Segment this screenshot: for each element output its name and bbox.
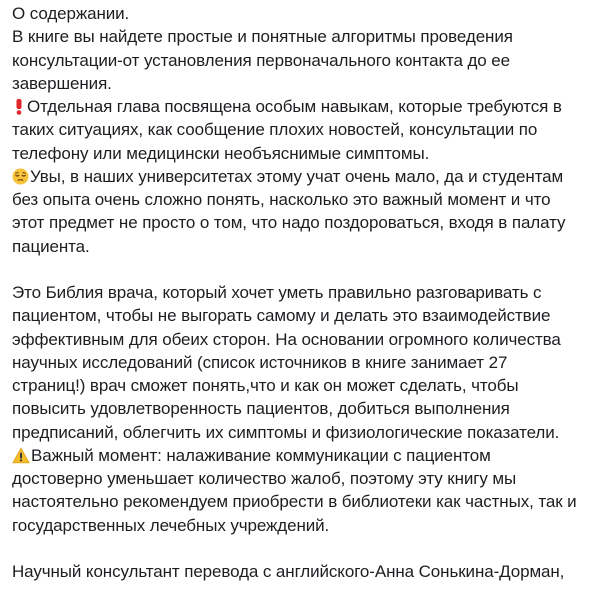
paragraph-gap (12, 258, 608, 281)
text-line: достоверно уменьшает количество жалоб, поэтому эту книгу мы (12, 469, 517, 488)
red-exclamation-icon (12, 98, 26, 115)
text-line: государственных лечебных учреждений. (12, 515, 330, 535)
post-body (12, 2, 608, 583)
text-line: Это Библия врача, который хочет уметь правильно разговаривать с (12, 283, 542, 302)
text-line-with-icon (12, 165, 608, 188)
text-line: Увы, в наших университетах этому учат очень мало, да и студентам (30, 166, 564, 186)
post-heading: О содержании. (12, 4, 130, 23)
text-line: предписаний, облегчить их симптомы и физиологические показатели. (12, 422, 560, 442)
text-line: научных исследований (список источников в книге занимает 27 (12, 352, 508, 372)
text-line: пациентом, чтобы не выгорать самому и делать это взаимодействие (12, 306, 551, 326)
text-line-with-icon (12, 95, 608, 118)
text-line: Научный консультант перевода с английского-Анна Сонькина-Дорман, (12, 562, 565, 581)
pensive-face-icon (12, 168, 29, 185)
text-line: эффективным для обеих сторон. На основании огромного количества (12, 329, 561, 349)
text-line: Отдельная глава посвящена особым навыкам, которые требуются в (27, 97, 562, 116)
warning-sign-icon (12, 447, 30, 464)
text-line: страниц!) врач сможет понять,что и как он может сделать, чтобы (12, 376, 519, 395)
text-line: без опыта очень сложно понять, насколько это важный момент и что (12, 190, 551, 209)
text-line: В книге вы найдете простые и понятные алгоритмы проведения (12, 27, 513, 47)
text-line: повысить удовлетворенность пациентов, добиться выполнения (12, 399, 510, 419)
text-line: пациента. (12, 236, 90, 256)
text-line: настоятельно рекомендуем приобрести в библиотеки как частных, так и (12, 492, 577, 512)
text-line: консультации-от установления первоначального контакта до ее (12, 50, 510, 70)
text-line: телефону или медицински необъяснимые симптомы. (12, 143, 430, 163)
text-line: завершения. (12, 73, 112, 93)
text-line: Важный момент: налаживание коммуникации с пациентом (31, 445, 491, 465)
text-line-with-icon (12, 444, 608, 467)
text-line: этот предмет не просто о том, что надо поздороваться, входя в палату (12, 213, 566, 233)
paragraph-gap (12, 537, 608, 560)
text-line: таких ситуациях, как сообщение плохих новостей, консультации по (12, 120, 538, 140)
